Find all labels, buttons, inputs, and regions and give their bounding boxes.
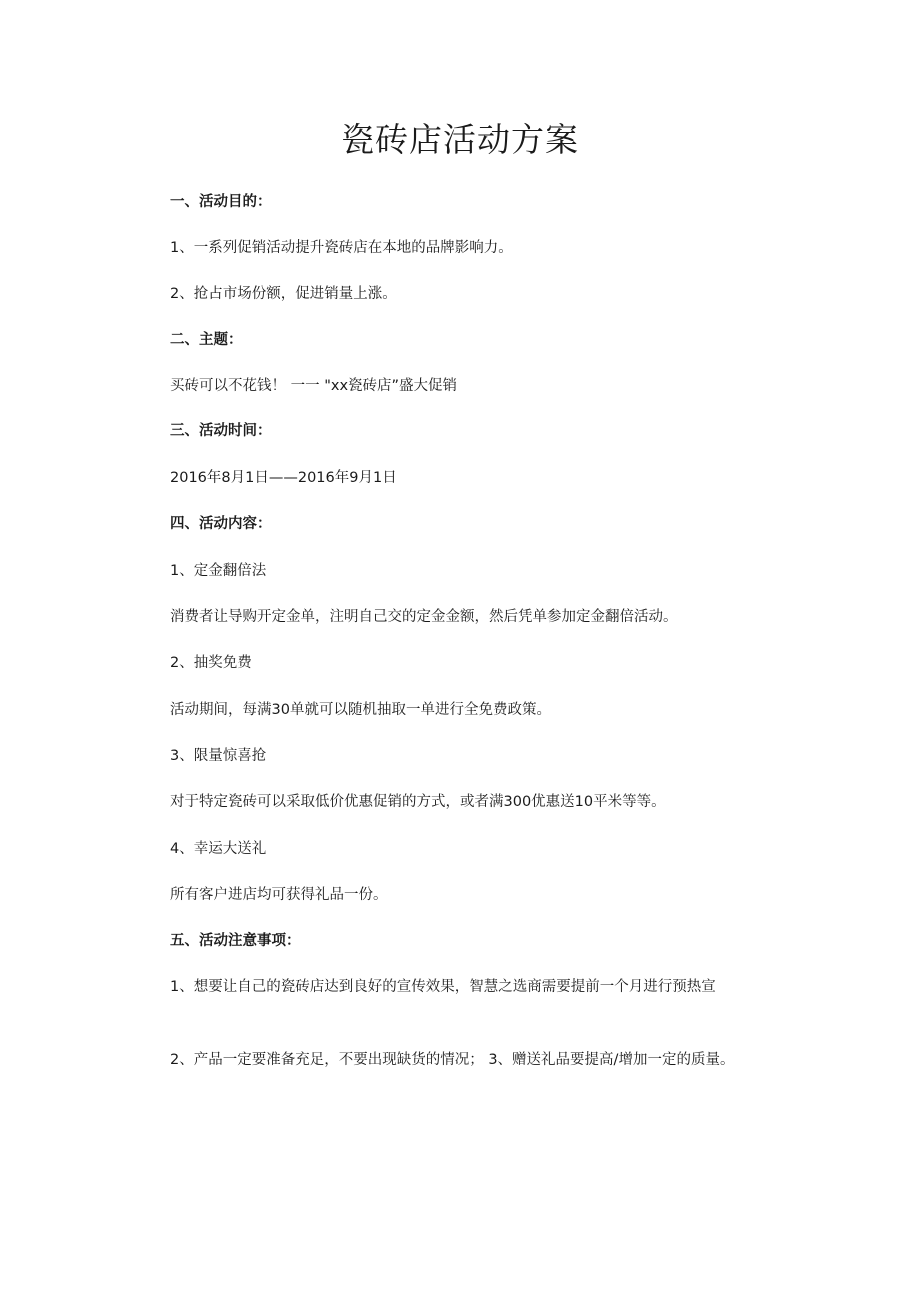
item-desc-1: 消费者让导购开定金单，注明自己交的定金金额，然后凭单参加定金翻倍活动。 (170, 609, 678, 625)
item-desc-2: 活动期间，每满30单就可以随机抽取一单进行全免费政策。 (170, 702, 551, 718)
paragraph-purpose-2: 2、抢占市场份额，促进销量上涨。 (170, 286, 397, 302)
item-desc-3: 对于特定瓷砖可以采取低价优惠促销的方式，或者满300优惠送10平米等等。 (170, 794, 666, 810)
section-heading-time: 三、活动时间： (170, 423, 272, 439)
document-title: 瓷砖店活动方案 (341, 120, 579, 159)
item-title-3: 3、限量惊喜抢 (170, 748, 267, 764)
paragraph-note-2: 2、产品一定要准备充足，不要出现缺货的情况； 3、赠送礼品要提高/增加一定的质量。 (170, 1052, 735, 1068)
paragraph-note-1: 1、想要让自己的瓷砖店达到良好的宣传效果，智慧之选商需要提前一个月进行预热宣 (170, 979, 716, 995)
paragraph-purpose-1: 1、一系列促销活动提升瓷砖店在本地的品牌影响力。 (170, 240, 513, 256)
item-desc-4: 所有客户进店均可获得礼品一份。 (170, 887, 388, 903)
section-heading-content: 四、活动内容： (170, 516, 272, 532)
item-title-2: 2、抽奖免费 (170, 655, 252, 671)
section-heading-theme: 二、主题： (170, 332, 243, 348)
paragraph-theme: 买砖可以不花钱！ 一一 "xx瓷砖店”盛大促销 (170, 378, 458, 394)
section-heading-notes: 五、活动注意事项： (170, 933, 301, 949)
section-heading-purpose: 一、活动目的： (170, 194, 272, 210)
item-title-1: 1、定金翻倍法 (170, 563, 267, 579)
paragraph-time: 2016年8月1日——2016年9月1日 (170, 470, 397, 486)
item-title-4: 4、幸运大送礼 (170, 841, 267, 857)
